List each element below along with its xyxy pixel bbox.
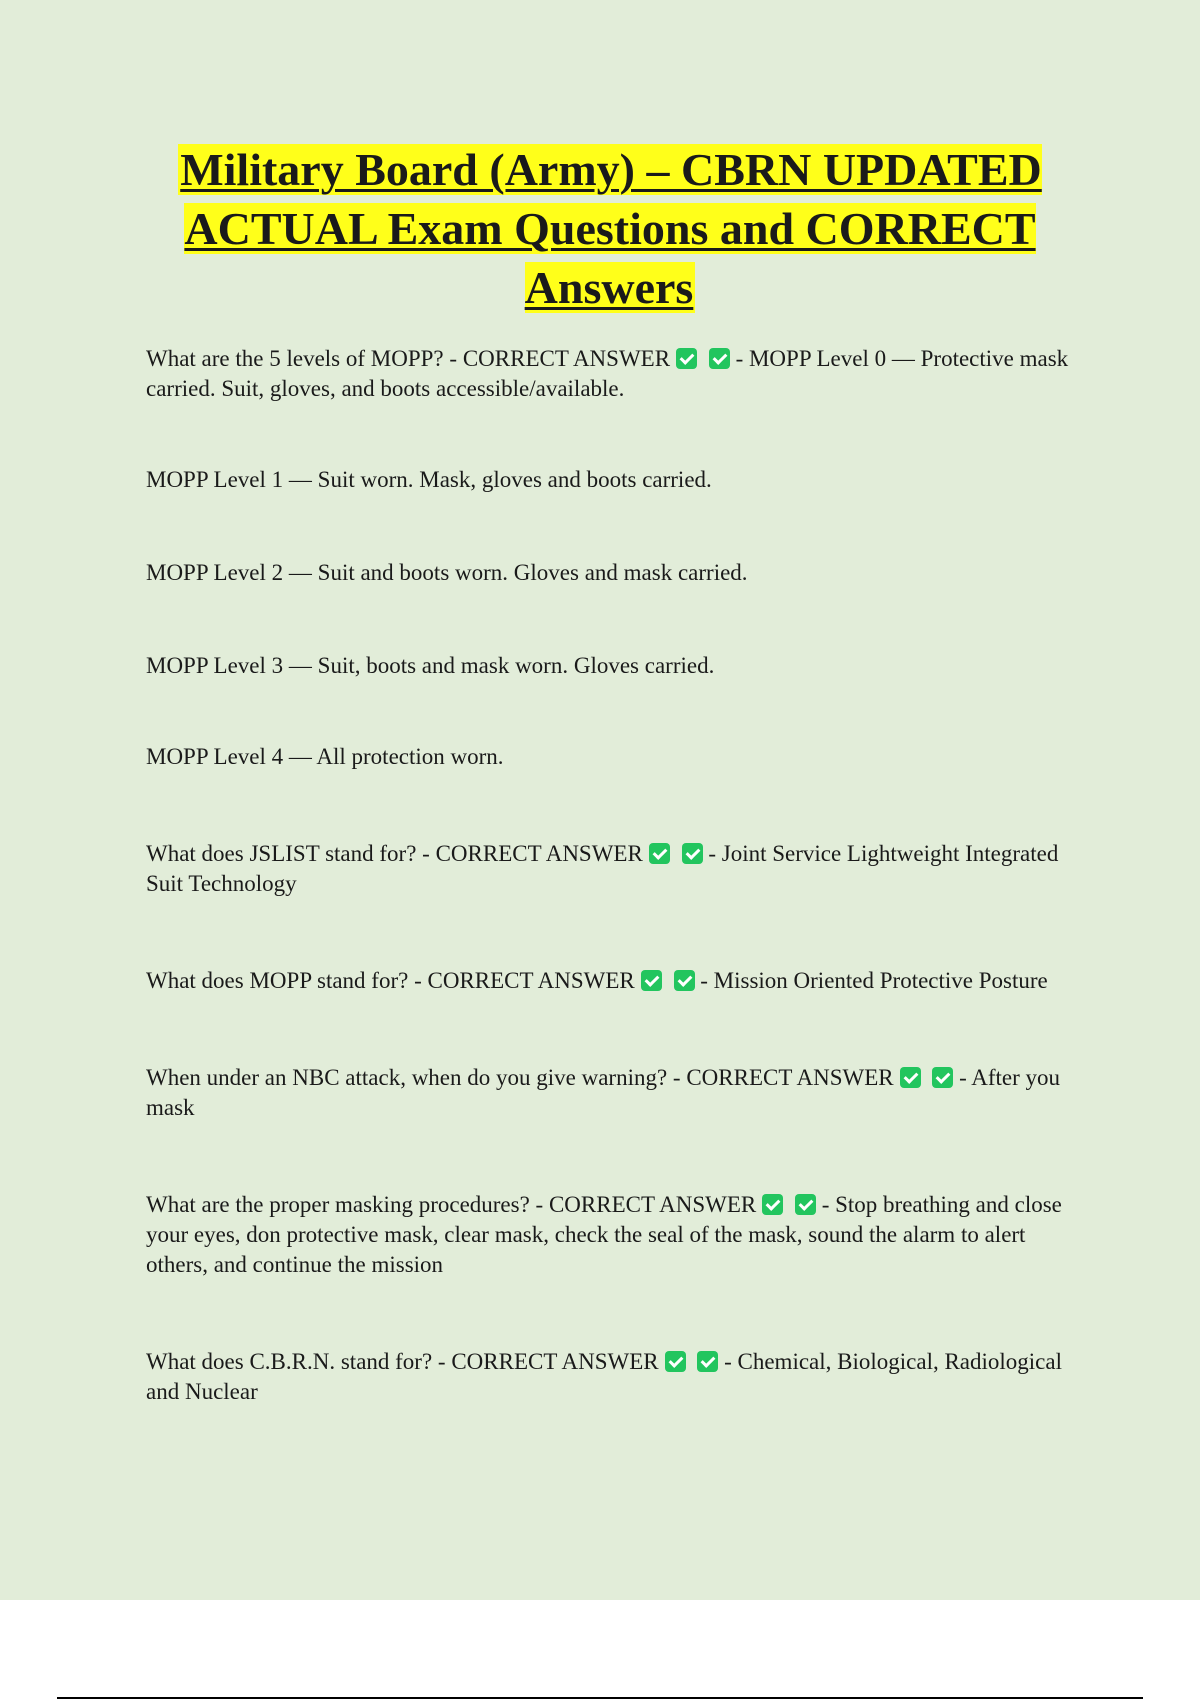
green-check-icon [932, 1067, 953, 1088]
document-title [140, 140, 1080, 317]
question-text: When under an NBC attack, when do you give warning? - [146, 1065, 687, 1090]
question-text: What does JSLIST stand for? - [146, 841, 436, 866]
question-text: What does C.B.R.N. stand for? - [146, 1349, 452, 1374]
green-check-icon [665, 1351, 686, 1372]
answer-marker: CORRECT ANSWER [548, 1192, 757, 1217]
answer-text: - Stop breathing and close your eyes, don protective mask, clear mask, check the seal of the mask, sound the alarm to alert others, and continue the mission [146, 1192, 1062, 1277]
question-text: What are the proper masking procedures? - [146, 1192, 549, 1217]
green-check-icon [697, 1351, 718, 1372]
list-item-mopp-level-4 [146, 742, 1086, 772]
paragraph-text: MOPP Level 2 — Suit and boots worn. Gloves and mask carried. [146, 560, 748, 585]
list-item-mopp-level-3 [146, 651, 1086, 681]
green-check-icon [762, 1194, 783, 1215]
green-check-icon [709, 348, 730, 369]
answer-text: - Mission Oriented Protective Posture [700, 968, 1048, 993]
question-text: What are the 5 levels of MOPP? - [146, 346, 463, 371]
document-title-text: Military Board (Army) – CBRN UPDATED ACTUAL Exam Questions and CORRECT Answers [180, 144, 1042, 313]
answer-marker: CORRECT ANSWER [427, 968, 635, 993]
green-check-icon [682, 843, 703, 864]
answer-text: - Joint Service Lightweight Integrated Suit Technology [146, 841, 1059, 896]
green-check-icon [676, 348, 697, 369]
answer-marker: CORRECT ANSWER [462, 346, 671, 371]
answer-marker: CORRECT ANSWER [686, 1065, 894, 1090]
document-body [146, 344, 1086, 1407]
footer-divider [57, 1697, 1143, 1699]
paragraph-text: MOPP Level 4 — All protection worn. [146, 744, 504, 769]
green-check-icon [900, 1067, 921, 1088]
green-check-icon [795, 1194, 816, 1215]
answer-text: - After you mask [146, 1065, 1061, 1120]
paragraph-text: MOPP Level 3 — Suit, boots and mask worn. Gloves carried. [146, 653, 715, 678]
qa-item-mopp-levels [146, 344, 1086, 404]
qa-item-mopp-acronym [146, 966, 1086, 996]
answer-marker: CORRECT ANSWER [435, 841, 643, 866]
answer-text: - Chemical, Biological, Radiological and Nuclear [146, 1349, 1062, 1404]
list-item-mopp-level-1 [146, 465, 1086, 495]
qa-item-masking-procedures [146, 1190, 1086, 1280]
list-item-mopp-level-2 [146, 558, 1086, 588]
qa-item-nbc-warning [146, 1063, 1086, 1123]
green-check-icon [649, 843, 670, 864]
answer-text: - MOPP Level 0 — Protective mask carried. Suit, gloves, and boots accessible/available. [146, 346, 1069, 401]
qa-item-cbrn [146, 1347, 1086, 1407]
qa-item-jslist [146, 839, 1086, 899]
paragraph-text: MOPP Level 1 — Suit worn. Mask, gloves and boots carried. [146, 467, 712, 492]
green-check-icon [674, 970, 695, 991]
question-text: What does MOPP stand for? - [146, 968, 428, 993]
answer-marker: CORRECT ANSWER [451, 1349, 659, 1374]
green-check-icon [641, 970, 662, 991]
